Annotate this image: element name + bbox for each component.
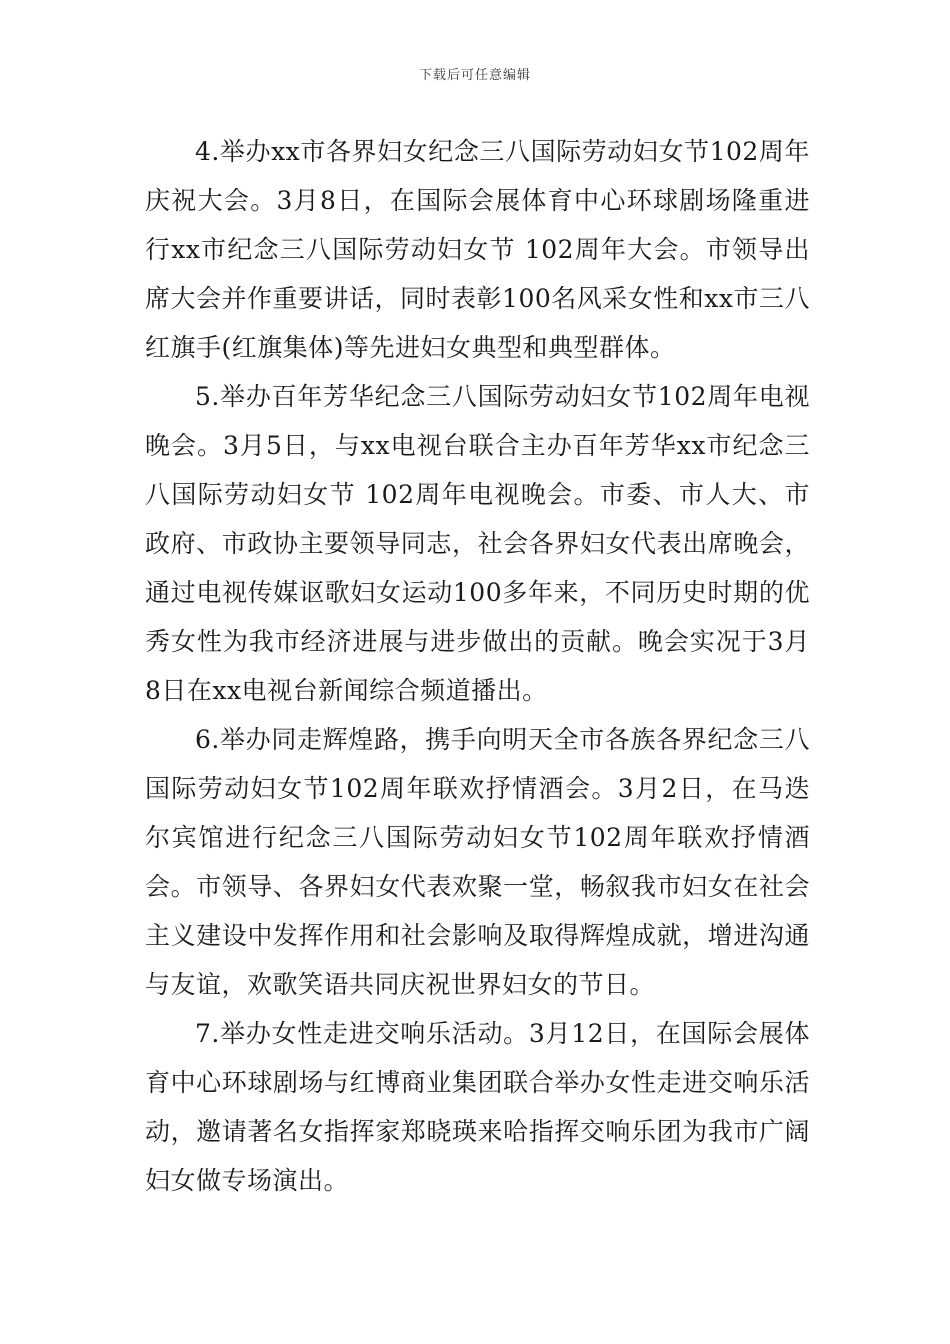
paragraph-item-4: 4.举办xx市各界妇女纪念三八国际劳动妇女节102周年庆祝大会。3月8日，在国际会展体育中心环球剧场隆重进行xx市纪念三八国际劳动妇女节 102周年大会。市领导出席大会并作重要讲话，同时表彰100名风采女性和xx市三八红旗手(红旗集体)等先进妇女典型和典型群体。 bbox=[145, 137, 810, 362]
paragraph-item-7: 7.举办女性走进交响乐活动。3月12日，在国际会展体育中心环球剧场与红博商业集团联合举办女性走进交响乐活动，邀请著名女指挥家郑晓瑛来哈指挥交响乐团为我市广阔妇女做专场演出。 bbox=[145, 1019, 810, 1195]
page-header: 下载后可任意编辑 bbox=[418, 68, 531, 83]
paragraph-item-6: 6.举办同走辉煌路，携手向明天全市各族各界纪念三八国际劳动妇女节102周年联欢抒情酒会。3月2日，在马迭尔宾馆进行纪念三八国际劳动妇女节102周年联欢抒情酒会。市领导、各界妇女代表欢聚一堂，畅叙我市妇女在社会主义建设中发挥作用和社会影响及取得辉煌成就，增进沟通与友谊，欢歌笑语共同庆祝世界妇女的节日。 bbox=[145, 725, 810, 999]
paragraph-item-5: 5.举办百年芳华纪念三八国际劳动妇女节102周年电视晚会。3月5日，与xx电视台联合主办百年芳华xx市纪念三八国际劳动妇女节 102周年电视晚会。市委、市人大、市政府、市政协主要领导同志，社会各界妇女代表出席晚会，通过电视传媒讴歌妇女运动100多年来，不同历史时期的优秀女性为我市经济进展与进步做出的贡献。晚会实况于3月8日在xx电视台新闻综合频道播出。 bbox=[145, 382, 810, 705]
document-body bbox=[145, 127, 810, 1205]
